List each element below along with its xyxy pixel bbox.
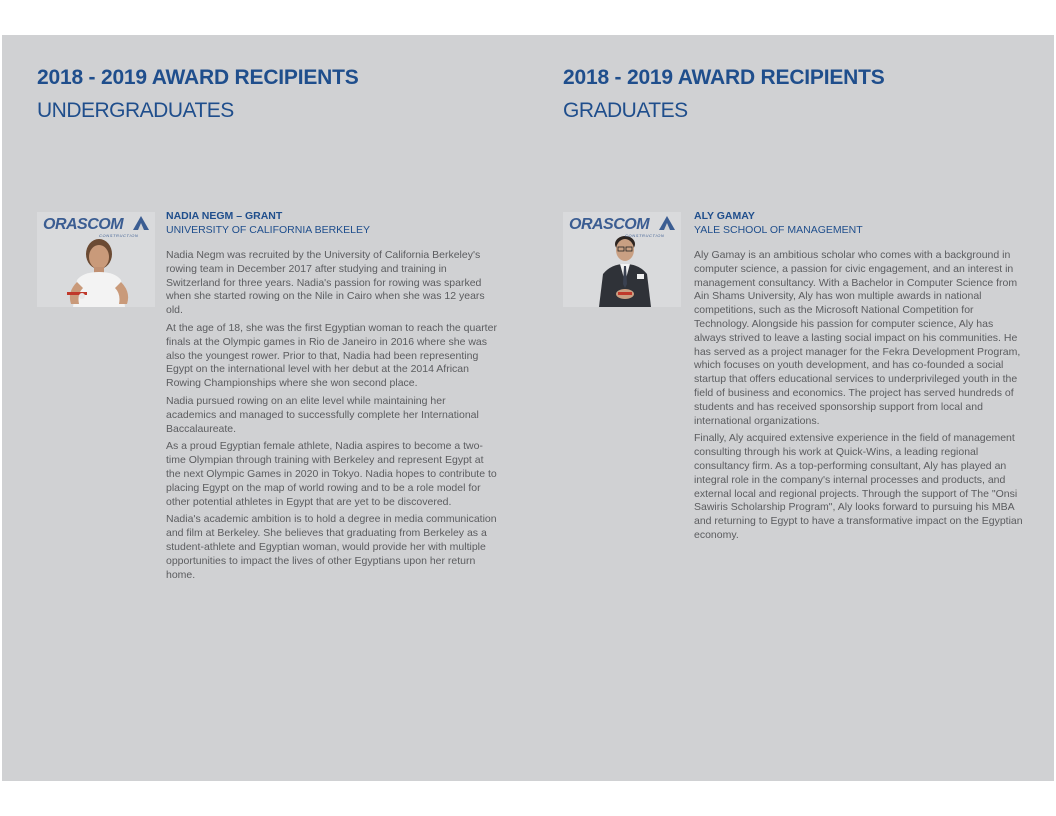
recipient-university: UNIVERSITY OF CALIFORNIA BERKELEY [166,224,371,236]
page-heading: 2018 - 2019 AWARD RECIPIENTS [563,66,885,89]
page-heading: 2018 - 2019 AWARD RECIPIENTS [37,66,359,89]
bio-paragraph: As a proud Egyptian female athlete, Nadia aspires to become a two-time Olympian through training with Berkeley and represent Egypt at the next Olympic Games in 2020 in Tokyo. Nadia hopes to contribute to placing Egypt on the map of world rowing and to be a role model for other potential athletes in Egypt that are yet to be discovered. [166,440,497,508]
recipient-bio [166,249,498,586]
left-page [2,35,528,781]
page-subheading: GRADUATES [563,99,688,122]
recipient-name: ALY GAMAY [694,210,755,222]
orascom-logo-mark-icon [133,216,149,230]
recipient-bio [694,249,1024,547]
bio-paragraph: Nadia's academic ambition is to hold a degree in media communication and film at Berkeley. She believes that graduating from Berkeley as a student-athlete and Egyptian woman, would provide her with multiple opportunities to impact the lives of other Egyptians upon her return home. [166,513,497,581]
brochure-spread [2,35,1054,781]
orascom-logo: ORASCOM [569,216,650,233]
bio-paragraph: Finally, Aly acquired extensive experience in the field of management consulting through his work at Quick-Wins, a leading regional consultancy firm. As a top-performing consultant, Aly has played an integral role in the company's internal processes and products, and external local and regional projects. Through the support of The "Onsi Sawiris Scholarship Program", Aly looks forward to pursuing his MBA and returning to Egypt to have a transformative impact on the Egyptian economy. [694,432,1023,541]
recipient-photo [37,212,155,307]
page-subheading: UNDERGRADUATES [37,99,234,122]
bio-paragraph: Nadia Negm was recruited by the University of California Berkeley's rowing team in December 2017 after studying and training in Switzerland for three years. Nadia's passion for rowing was sparked when she started rowing on the Nile in Cairo when she was 12 years old. [166,249,485,317]
recipient-photo [563,212,681,307]
orascom-logo-subtitle: CONSTRUCTION [99,233,139,238]
right-page [528,35,1054,781]
bio-paragraph: At the age of 18, she was the first Egyptian woman to reach the quarter finals at the Olympic games in Rio de Janeiro in 2016 where she was also the youngest rower. Prior to that, Nadia had been representing Egypt on the international level with her debut at the 2014 African Rowing Championships where she won second place. [166,321,497,390]
recipient-university: YALE SCHOOL OF MANAGEMENT [694,224,863,236]
orascom-logo-mark-icon [659,216,675,230]
recipient-name: NADIA NEGM – GRANT [166,210,283,222]
bio-paragraph: Nadia pursued rowing on an elite level while maintaining her academics and managed to successfully complete her International Baccalaureate. [166,394,479,435]
orascom-logo: ORASCOM [43,216,124,233]
bio-paragraph: Aly Gamay is an ambitious scholar who comes with a background in computer science, a passion for civic engagement, and an interest in management consultancy. With a Bachelor in Computer Science from Ain Shams University, Aly has won multiple awards in national competitions, such as the Microsoft National Competition for Technology. Alongside his passion for computer science, Aly has always strived to leave a lasting social impact on his communities. He has served as a project manager for the Fekra Development Program, which focuses on youth development, and has co-founded a social startup that offers educational services to underprivileged youth in the field of business and economics. The project has served hundreds of students and has received sponsorship support from local and international organizations. [694,249,1021,427]
orascom-logo-subtitle: CONSTRUCTION [625,233,665,238]
